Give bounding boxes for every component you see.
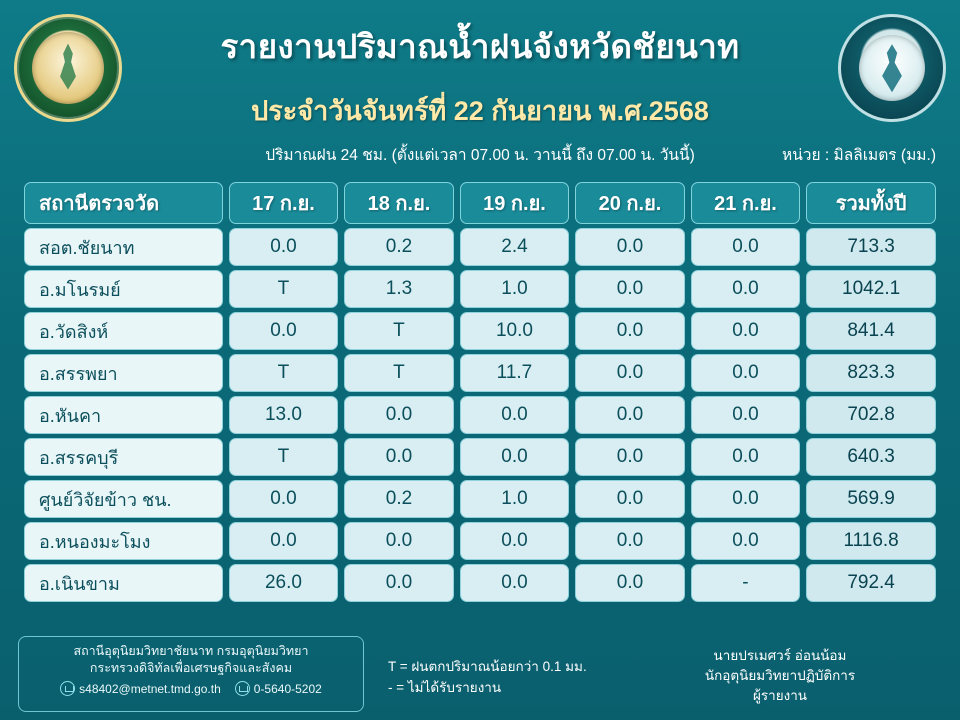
cell-value: 0.0 — [691, 396, 801, 434]
table-row — [24, 438, 936, 476]
cell-value: 10.0 — [460, 312, 570, 350]
cell-value: 0.0 — [460, 564, 570, 602]
cell-value: T — [229, 354, 339, 392]
phone-text: 0-5640-5202 — [253, 682, 322, 696]
legend-dash: - = ไม่ได้รับรายงาน — [388, 680, 502, 695]
table-row — [24, 522, 936, 560]
contact-row — [19, 681, 363, 698]
cell-value: 0.0 — [229, 228, 339, 266]
cell-total: 713.3 — [806, 228, 936, 266]
rainfall-table — [18, 178, 942, 606]
legend — [388, 656, 587, 698]
signer-role: นักอุตุนิยมวิทยาปฏิบัติการ — [704, 668, 856, 683]
cell-value: 0.0 — [575, 312, 685, 350]
phone-item[interactable] — [235, 681, 322, 698]
page-title: รายงานปริมาณน้ำฝนจังหวัดชัยนาท — [220, 28, 740, 65]
signer-title: ผู้รายงาน — [752, 688, 808, 703]
table-row — [24, 312, 936, 350]
ministry-logo-icon — [838, 14, 946, 122]
cell-value: 0.0 — [575, 396, 685, 434]
table-row — [24, 270, 936, 308]
cell-value: 0.0 — [691, 480, 801, 518]
cell-value: 0.0 — [344, 564, 454, 602]
cell-total: 569.9 — [806, 480, 936, 518]
email-text: s48402@metnet.tmd.go.th — [79, 682, 221, 696]
cell-value: T — [229, 438, 339, 476]
table-row — [24, 354, 936, 392]
cell-value: 0.0 — [460, 396, 570, 434]
cell-value: 0.0 — [460, 438, 570, 476]
tmd-logo-icon — [14, 14, 122, 122]
cell-value: - — [691, 564, 801, 602]
cell-value: 26.0 — [229, 564, 339, 602]
cell-value: 0.0 — [575, 480, 685, 518]
cell-total: 640.3 — [806, 438, 936, 476]
table-row — [24, 564, 936, 602]
col-day-4: 20 ก.ย. — [575, 182, 685, 224]
signer-name: นายปรเมศวร์ อ่อนน้อม — [713, 648, 847, 663]
office-line-2: กระทรวงดิจิทัลเพื่อเศรษฐกิจและสังคม — [89, 661, 293, 675]
cell-total: 1042.1 — [806, 270, 936, 308]
table-header-row — [24, 182, 936, 224]
email-icon — [60, 681, 75, 696]
rainfall-table-wrap — [0, 172, 960, 606]
cell-value: 0.0 — [229, 312, 339, 350]
cell-value: 0.0 — [691, 522, 801, 560]
cell-value: T — [344, 312, 454, 350]
station-name: อ.หันคา — [24, 396, 223, 434]
cell-total: 1116.8 — [806, 522, 936, 560]
cell-value: 0.0 — [344, 396, 454, 434]
cell-total: 841.4 — [806, 312, 936, 350]
cell-value: T — [229, 270, 339, 308]
col-day-5: 21 ก.ย. — [691, 182, 801, 224]
cell-value: T — [344, 354, 454, 392]
cell-value: 2.4 — [460, 228, 570, 266]
unit-note: หน่วย : มิลลิเมตร (มม.) — [781, 147, 936, 164]
cell-value: 0.0 — [691, 312, 801, 350]
legend-t: T = ฝนตกปริมาณน้อยกว่า 0.1 มม. — [388, 659, 587, 674]
cell-value: 0.0 — [691, 438, 801, 476]
cell-value: 0.0 — [575, 228, 685, 266]
cell-value: 11.7 — [460, 354, 570, 392]
email-item[interactable] — [60, 681, 221, 698]
col-day-2: 18 ก.ย. — [344, 182, 454, 224]
cell-value: 0.0 — [229, 480, 339, 518]
cell-value: 0.0 — [344, 438, 454, 476]
table-row — [24, 228, 936, 266]
station-name: อ.มโนรมย์ — [24, 270, 223, 308]
cell-value: 1.3 — [344, 270, 454, 308]
cell-value: 0.2 — [344, 228, 454, 266]
cell-value: 0.0 — [344, 522, 454, 560]
cell-value: 0.0 — [460, 522, 570, 560]
col-station: สถานีตรวจวัด — [24, 182, 223, 224]
cell-value: 1.0 — [460, 270, 570, 308]
cell-value: 0.0 — [691, 270, 801, 308]
cell-value: 0.2 — [344, 480, 454, 518]
report-header — [0, 0, 960, 172]
cell-value: 0.0 — [575, 270, 685, 308]
station-name: อ.เนินขาม — [24, 564, 223, 602]
signature-block — [640, 646, 920, 706]
cell-total: 792.4 — [806, 564, 936, 602]
col-year-total: รวมทั้งปี — [806, 182, 936, 224]
office-info — [18, 636, 364, 712]
period-note: ปริมาณฝน 24 ชม. (ตั้งแต่เวลา 07.00 น. วานนี้ ถึง 07.00 น. วันนี้) — [265, 147, 695, 164]
cell-value: 0.0 — [575, 564, 685, 602]
cell-value: 0.0 — [691, 228, 801, 266]
col-day-1: 17 ก.ย. — [229, 182, 339, 224]
table-row — [24, 480, 936, 518]
station-name: อ.สรรคบุรี — [24, 438, 223, 476]
table-row — [24, 396, 936, 434]
cell-value: 0.0 — [575, 522, 685, 560]
cell-value: 13.0 — [229, 396, 339, 434]
report-date: ประจำวันจันทร์ที่ 22 กันยายน พ.ศ.2568 — [251, 96, 709, 126]
cell-value: 0.0 — [575, 354, 685, 392]
station-name: ศูนย์วิจัยข้าว ชน. — [24, 480, 223, 518]
station-name: อ.สรรพยา — [24, 354, 223, 392]
station-name: อ.วัดสิงห์ — [24, 312, 223, 350]
col-day-3: 19 ก.ย. — [460, 182, 570, 224]
phone-icon — [235, 681, 250, 696]
cell-value: 0.0 — [575, 438, 685, 476]
cell-total: 702.8 — [806, 396, 936, 434]
station-name: อ.หนองมะโมง — [24, 522, 223, 560]
office-line-1: สถานีอุตุนิยมวิทยาชัยนาท กรมอุตุนิยมวิทยา — [73, 644, 309, 658]
cell-value: 1.0 — [460, 480, 570, 518]
station-name: สอต.ชัยนาท — [24, 228, 223, 266]
header-notes — [0, 142, 960, 166]
cell-value: 0.0 — [229, 522, 339, 560]
cell-total: 823.3 — [806, 354, 936, 392]
cell-value: 0.0 — [691, 354, 801, 392]
report-footer — [0, 628, 960, 720]
